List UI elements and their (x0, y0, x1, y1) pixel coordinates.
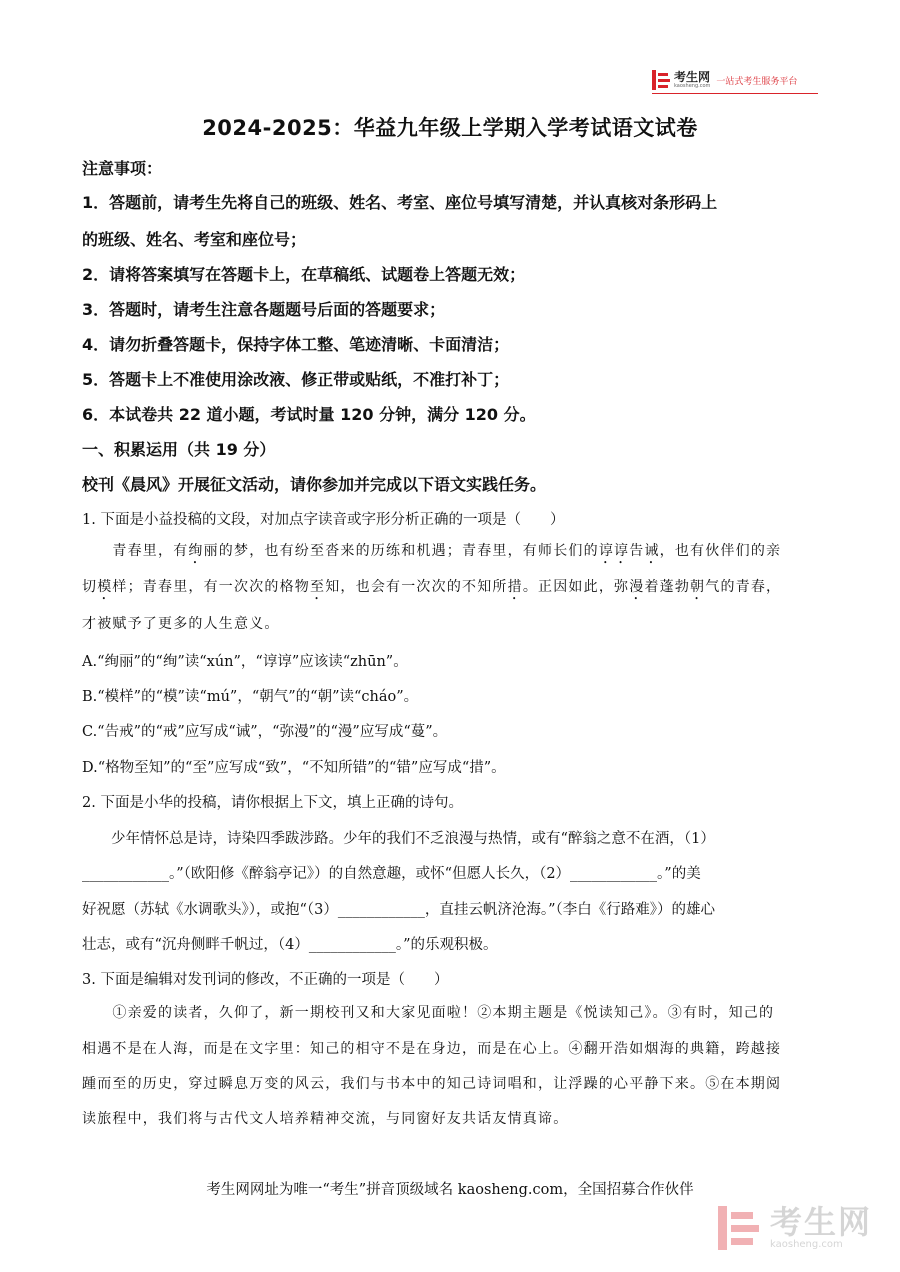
section-heading: 一、积累运用（共 19 分） (82, 440, 276, 459)
emphasized-char: 诫 (644, 543, 660, 559)
q2-stem: 2. 下面是小华的投稿，请你根据上下文，填上正确的诗句。 (82, 795, 463, 811)
q2-passage-line: 壮志，或有“沉舟侧畔千帆过，（4）____________。”的乐观积极。 (82, 937, 498, 953)
notes-item: 2．请将答案填写在答题卡上，在草稿纸、试题卷上答题无效； (82, 265, 526, 284)
kaosheng-logo-icon (652, 70, 670, 90)
notes-item: 3．答题时，请考生注意各题题号后面的答题要求； (82, 300, 446, 319)
notes-item: 的班级、姓名、考室和座位号； (82, 230, 307, 249)
section-intro: 校刊《晨风》开展征文活动，请你参加并完成以下语文实践任务。 (82, 475, 547, 494)
q1-option-a: A.“绚丽”的“绚”读“xún”，“谆谆”应该读“zhūn”。 (82, 654, 408, 670)
q1-option-c: C.“告戒”的“戒”应写成“诫”，“弥漫”的“漫”应写成“蔓”。 (82, 724, 448, 740)
q1-passage-line: 切模样；青春里，有一次次的格物至知，也会有一次次的不知所措。正因如此，弥漫着蓬勃朝气的青春， (82, 579, 782, 595)
exam-title: 2024-2025：华益九年级上学期入学考试语文试卷 (202, 116, 698, 140)
q1-option-d: D.“格物至知”的“至”应写成“致”，“不知所错”的“错”应写成“措”。 (82, 760, 506, 776)
notes-item: 1．答题前，请考生先将自己的班级、姓名、考室、座位号填写清楚，并认真核对条形码上 (82, 193, 718, 212)
emphasized-char: 朝 (690, 579, 706, 595)
header-divider (652, 93, 818, 94)
q2-passage-line: 少年情怀总是诗，诗染四季跋涉路。少年的我们不乏浪漫与热情，或有“醉翁之意不在酒，（1） (82, 831, 715, 847)
kaosheng-logo (652, 70, 797, 90)
q2-passage-line: 好祝愿（苏轼《水调歌头》），或抱“（3）____________，直挂云帆济沧海。”（李白《行路难》）的雄心 (82, 902, 716, 918)
q3-passage-line: ①亲爱的读者，久仰了，新一期校刊又和大家见面啦！②本期主题是《悦读知己》。③有时，知己的 (82, 1005, 775, 1021)
emphasized-char: 模 (97, 579, 113, 595)
q2-passage-line: ____________。”（欧阳修《醉翁亭记》）的自然意趣，或怀“但愿人长久，（2）____________。”的美 (82, 866, 701, 882)
q1-passage-line: 青春里，有绚丽的梦，也有纷至沓来的历练和机遇；青春里，有师长们的谆谆告诫，也有伙伴们的亲 (82, 543, 782, 559)
q3-stem: 3. 下面是编辑对发刊词的修改，不正确的一项是（ ） (82, 972, 449, 988)
emphasized-char: 漫 (629, 579, 645, 595)
kaosheng-watermark (718, 1203, 873, 1250)
notes-item: 6．本试卷共 22 道小题，考试时量 120 分钟，满分 120 分。 (82, 405, 536, 424)
q1-passage-line: 才被赋予了更多的人生意义。 (82, 616, 280, 632)
q3-passage-line: 读旅程中，我们将与古代文人培养精神交流，与同窗好友共话友情真谛。 (82, 1111, 569, 1127)
logo-text: 考生网 (674, 70, 711, 84)
q3-passage-line: 踵而至的历史，穿过瞬息万变的风云，我们与书本中的知己诗词唱和，让浮躁的心平静下来。⑤在本期阅 (82, 1076, 782, 1092)
watermark-url: kaosheng.com (770, 1239, 843, 1250)
notes-heading: 注意事项： (82, 159, 163, 178)
q1-option-b: B.“模样”的“模”读“mú”，“朝气”的“朝”读“cháo”。 (82, 689, 419, 705)
logo-slogan: 一站式考生服务平台 (716, 76, 798, 87)
q3-passage-line: 相遇不是在人海，而是在文字里：知己的相守不是在身边，而是在心上。④翻开浩如烟海的典籍，跨越接 (82, 1041, 782, 1057)
watermark-text: 考生网 (770, 1203, 873, 1241)
emphasized-char: 绚 (188, 543, 204, 559)
kaosheng-watermark-icon (718, 1206, 762, 1250)
emphasized-char: 措 (507, 579, 523, 595)
notes-item: 4．请勿折叠答题卡，保持字体工整、笔迹清晰、卡面清洁； (82, 335, 510, 354)
page-footer: 考生网网址为唯一“考生”拼音顶级域名 kaosheng.com，全国招募合作伙伴 (206, 1182, 694, 1198)
logo-url: kaosheng.com (674, 83, 711, 89)
q1-stem: 1. 下面是小益投稿的文段，对加点字读音或字形分析正确的一项是（ ） (82, 512, 565, 528)
emphasized-char: 至 (310, 579, 326, 595)
emphasized-char: 谆谆 (598, 543, 630, 559)
notes-item: 5．答题卡上不准使用涂改液、修正带或贴纸，不准打补丁； (82, 370, 510, 389)
